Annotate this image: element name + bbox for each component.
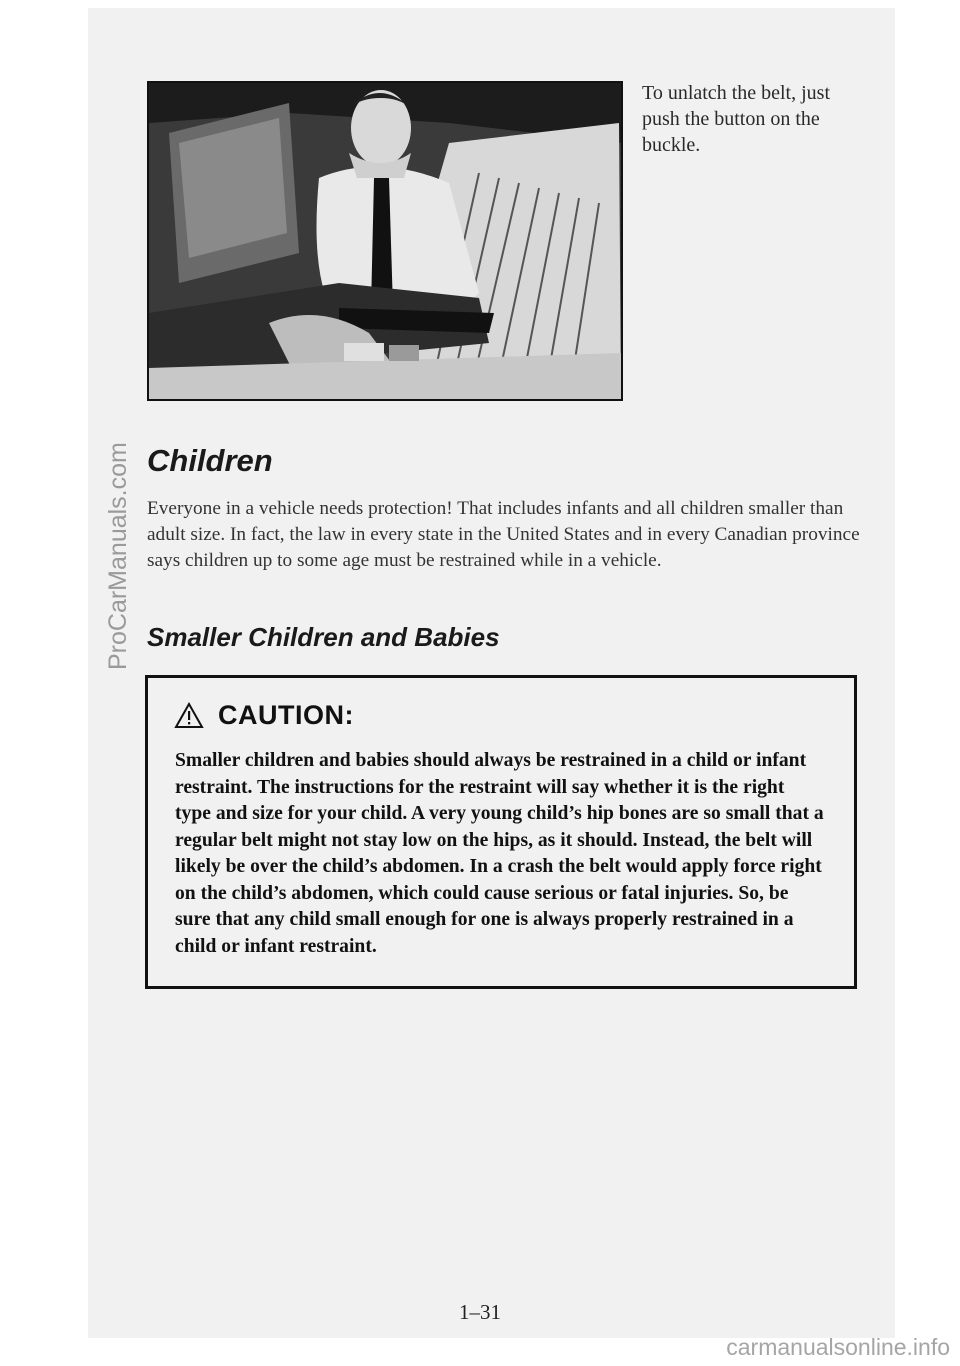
section-heading-children: Children bbox=[147, 443, 273, 478]
caution-box bbox=[145, 675, 857, 989]
figure-caption: To unlatch the belt, just push the button on the buckle. bbox=[642, 82, 831, 156]
caution-header bbox=[174, 700, 354, 731]
seatbelt-illustration bbox=[147, 81, 623, 401]
watermark-side: ProCarManuals.com bbox=[104, 442, 132, 670]
section-heading-smaller-children: Smaller Children and Babies bbox=[147, 622, 500, 652]
warning-triangle-icon bbox=[174, 702, 204, 729]
page-number: 1–31 bbox=[459, 1300, 501, 1324]
caution-label: CAUTION: bbox=[218, 700, 354, 730]
watermark-bottom: carmanualsonline.info bbox=[726, 1334, 950, 1360]
children-paragraph: Everyone in a vehicle needs protection! That includes infants and all children smaller than adult size. In fact, the law in every state in the United States and in every Canadian province says children up to some age must be restrained while in a vehicle. bbox=[147, 498, 860, 571]
caution-text: Smaller children and babies should always be restrained in a child or infant restraint. The instructions for the restraint will say whether it is the right type and size for your child. A very young child’s hip bones are so small that a regular belt might not stay low on the hips, as it should. Instead, the belt will likely be over the child’s abdomen. In a crash the belt would apply force right on the child’s abdomen, which could cause serious or fatal injuries. So, be sure that any child small enough for one is always properly restrained in a child or infant restraint. bbox=[175, 750, 824, 957]
